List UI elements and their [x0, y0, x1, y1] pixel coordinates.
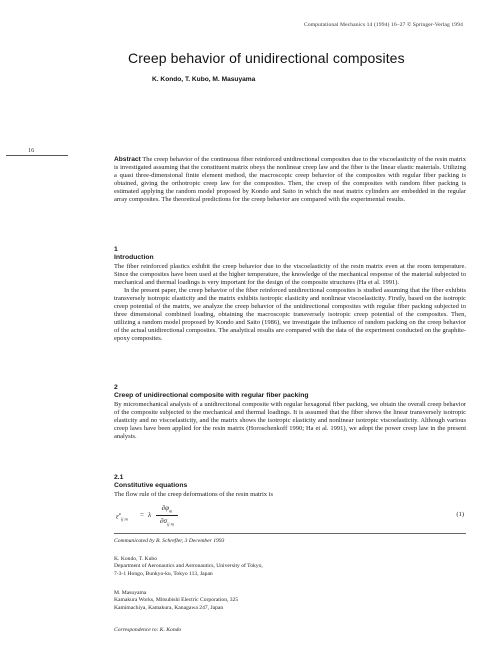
section-introduction	[114, 246, 466, 343]
section-constitutive-equations	[114, 474, 466, 499]
equation-equals: =	[140, 511, 144, 519]
footnote-rule	[114, 533, 466, 534]
section-number: 2.1	[114, 474, 124, 481]
equation-number: (1)	[456, 511, 464, 518]
footnote-correspondence: Correspondence to: K. Kondo	[114, 627, 182, 633]
paragraph: In the present paper, the creep behavior of the fiber reinforced unidirectional composites is studied assuming that the fiber exhibits transversely isotropic elasticity and the matrix exhibits isotropic elasticity and nonlinear viscoelasticity. Firstly, based on the isotropic creep potential of the matrix, we analyze the creep behavior of the unidirectional composites with regular fiber packing subjected to three dimensional combined loading, obtaining the macroscopic transversely isotropic creep potential of the composites. Then, utilizing a random model proposed by Kondo and Saito (1986), we investigate the influence of random packing on the creep behavior of the actual unidirectional composites. The analytical results are compared with the data of the experiment conducted on the graphite-epoxy composites.	[114, 286, 466, 343]
journal-citation: Computational Mechanics 14 (1994) 16–27 © Springer-Verlag 1994	[303, 22, 463, 28]
author-list: K. Kondo, T. Kubo, M. Masuyama	[152, 76, 256, 83]
footnote-affiliation-1: K. Kondo, T. Kubo Department of Aeronautics and Astronautics, University of Tokyo, 7-3-1 Hongo, Bunkyo-ku, Tokyo 113, Japan	[114, 556, 263, 577]
section-title: Constitutive equations	[114, 482, 188, 489]
section-title: Creep of unidirectional composite with regular fiber packing	[114, 392, 309, 399]
paragraph: The fiber reinforced plastics exhibit the creep behavior due to the viscoelasticity of the resin matrix even at the room temperature. Since the composites have been used at the higher temperature, the knowledge of the mechanical response of the material subjected to mechanical and thermal loadings is very important for the design of the composite structures (Ha et al. 1991).	[114, 262, 466, 286]
section-number: 2	[114, 384, 118, 391]
equation-1	[114, 504, 466, 528]
footnote-affiliation-2: M. Masuyama Kamakura Works, Mitsubishi Electric Corporation, 325 Kamimachiya, Kamakura, Kanagawa 247, Japan	[114, 590, 239, 611]
paper-title: Creep behavior of unidirectional composites	[128, 50, 405, 66]
margin-rule	[6, 155, 68, 156]
equation-lhs: ε̇$^c_{ij m}$	[116, 511, 128, 522]
section-regular-packing	[114, 384, 466, 441]
footnote-communicated: Communicated by B. Schrefler, 3 December 1993	[114, 538, 225, 544]
paragraph: By micromechanical analysis of a unidirectional composite with regular hexagonal fiber packing, we obtain the overall creep behavior of the composite subjected to the mechanical and thermal loadings. It is assumed that the fiber shows the linear transversely isotropic elasticity and no viscoelasticity, and the matrix shows the isotropic elasticity and nonlinear isotropic viscoelasticity. Although various creep laws have been applied for the resin matrix (Horoschenkoff 1990; Ha et al. 1991), we adopt the power creep law in the present analysis.	[114, 400, 466, 440]
paragraph: The flow rule of the creep deformations of the resin matrix is	[114, 490, 274, 498]
section-number: 1	[114, 246, 118, 253]
abstract-label: Abstract	[114, 156, 141, 163]
page-number: 16	[28, 147, 35, 154]
abstract-text: The creep behavior of the continuous fiber reinforced unidirectional composites due to the viscoelasticity of the resin matrix is investigated assuming that the constituent matrix obeys the nonlinear creep law and the fiber is the linear elastic materials. Utilizing a quasi three-dimensional finite element method, the macroscopic creep behavior of the composites with regular fiber packing is obtained, giving the orthotropic creep law for the composites. Then, the creep of the composites with random fiber packing is estimated applying the random model proposed by Kondo and Saito in which the neat matrix cylinders are embedded in the regular array composites. The theoretical predictions for the creep behavior are compared with the experimental results.	[114, 156, 466, 204]
section-title: Introduction	[114, 254, 154, 261]
equation-fraction: $\partial\varphi_m$ $\partial\sigma_{ij m}$	[156, 504, 178, 530]
equation-lambda: λ	[148, 511, 152, 519]
abstract	[114, 156, 466, 205]
